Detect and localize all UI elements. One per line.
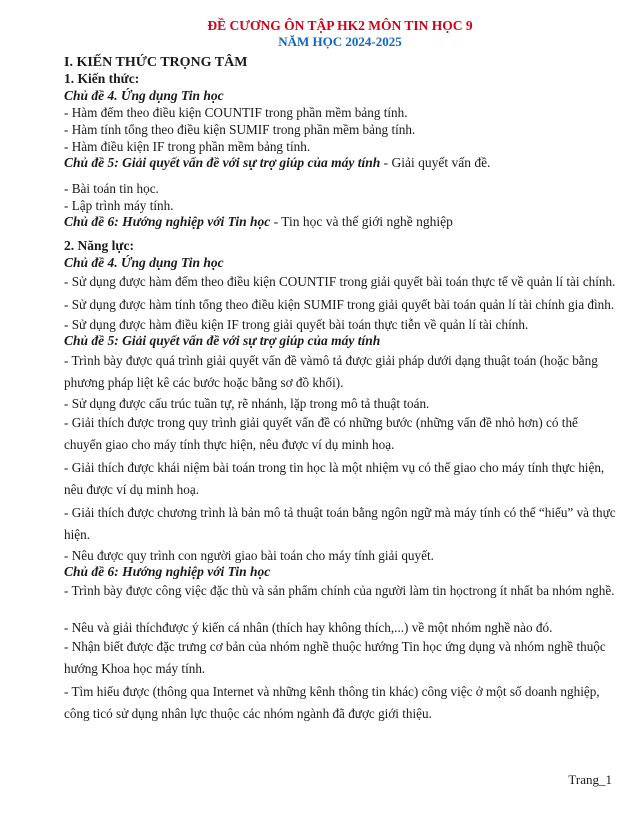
topic-note: - Giải quyết vấn đề. bbox=[380, 155, 491, 170]
page-number: Trang_1 bbox=[568, 772, 612, 787]
skills-topic5-title: Chủ đề 5: Giải quyết vấn đề với sự trợ giúp của máy tính bbox=[64, 333, 381, 348]
list-item: - Hàm tính tổng theo điều kiện SUMIF trong phần mềm bảng tính. bbox=[64, 122, 416, 137]
list-item: - Giải thích được chương trình là bản mô tả thuật toán bằng ngôn ngữ mà máy tính có thể “hiểu” và thực hiện. bbox=[64, 504, 616, 542]
school-year: NĂM HỌC 2024-2025 bbox=[278, 34, 402, 49]
topic-title: Chủ đề 5: Giải quyết vấn đề với sự trợ giúp của máy tính bbox=[64, 155, 381, 170]
skills-topic6-title: Chủ đề 6: Hướng nghiệp với Tin học bbox=[64, 563, 271, 579]
knowledge-topic6-title bbox=[64, 214, 616, 231]
list-item: - Nêu và giải thíchđược ý kiến cá nhân (thích hay không thích,...) về một nhóm nghề nào đó. bbox=[64, 619, 553, 635]
list-item: - Nêu được quy trình con người giao bài toán cho máy tính giải quyết. bbox=[64, 547, 434, 563]
list-item: - Sử dụng được hàm đếm theo điều kiện COUNTIF trong giải quyết bài toán thực tế về quản lí tài chính. bbox=[64, 274, 616, 289]
list-item: - Giải thích được khái niệm bài toán trong tin học là một nhiệm vụ có thể giao cho máy tính thực hiện, nêu được ví dụ minh hoạ. bbox=[64, 459, 605, 497]
skills-topic4-title: Chủ đề 4. Ứng dụng Tin học bbox=[64, 254, 224, 270]
knowledge-topic4-title: Chủ đề 4. Ứng dụng Tin học bbox=[64, 87, 224, 103]
topic-note: - Tin học và thế giới nghề nghiệp bbox=[270, 213, 453, 229]
section-heading: I. KIẾN THỨC TRỌNG TÂM bbox=[64, 55, 248, 70]
list-item: - Nhận biết được đặc trưng cơ bản của nhóm nghề thuộc hướng Tin học ứng dụng và nhóm nghề thuộc hướng Khoa học máy tính. bbox=[64, 638, 606, 676]
document-title: ĐỀ CƯƠNG ÔN TẬP HK2 MÔN TIN HỌC 9 bbox=[207, 18, 473, 33]
topic-title: Chủ đề 6: Hướng nghiệp với Tin học bbox=[64, 213, 271, 229]
list-item: - Hàm điều kiện IF trong phần mềm bảng tính. bbox=[64, 139, 311, 154]
knowledge-topic5-title bbox=[64, 155, 616, 172]
list-item: - Sử dụng được cấu trúc tuần tự, rẽ nhánh, lặp trong mô tả thuật toán. bbox=[64, 395, 430, 411]
knowledge-heading: 1. Kiến thức: bbox=[64, 71, 140, 86]
list-item: - Giải thích được trong quy trình giải quyết vấn đề có những bước (những vấn đề nhỏ hơn) có thể chuyển giao cho máy tính thực hiện, nêu được ví dụ minh hoạ. bbox=[64, 414, 578, 452]
document-page bbox=[64, 18, 616, 726]
list-item: - Tìm hiểu được (thông qua Internet và những kênh thông tin khác) công việc ở một số doanh nghiệp, công ticó sử dụng nhân lực thuộc các nhóm ngành đã được giới thiệu. bbox=[64, 683, 600, 721]
list-item: - Sử dụng được hàm tính tổng theo điều kiện SUMIF trong giải quyết bài toán quản lí tài chính gia đình. bbox=[64, 296, 615, 312]
skills-heading: 2. Năng lực: bbox=[64, 238, 134, 253]
list-item: - Trình bày được công việc đặc thù và sản phẩm chính của người làm tin họctrong ít nhất ba nhóm nghề. bbox=[64, 583, 615, 598]
list-item: - Trình bày được quá trình giải quyết vấn đề vàmô tả được giải pháp dưới dạng thuật toán (hoặc bằng phương pháp liệt kê các bước hoặc bằng sơ đồ khối). bbox=[64, 352, 598, 390]
list-item: - Hàm đếm theo điều kiện COUNTIF trong phần mềm bảng tính. bbox=[64, 105, 408, 120]
list-item: - Lập trình máy tính. bbox=[64, 197, 174, 213]
list-item: - Sử dụng được hàm điều kiện IF trong giải quyết bài toán thực tiễn về quản lí tài chính. bbox=[64, 317, 529, 332]
list-item: - Bài toán tin học. bbox=[64, 180, 159, 196]
